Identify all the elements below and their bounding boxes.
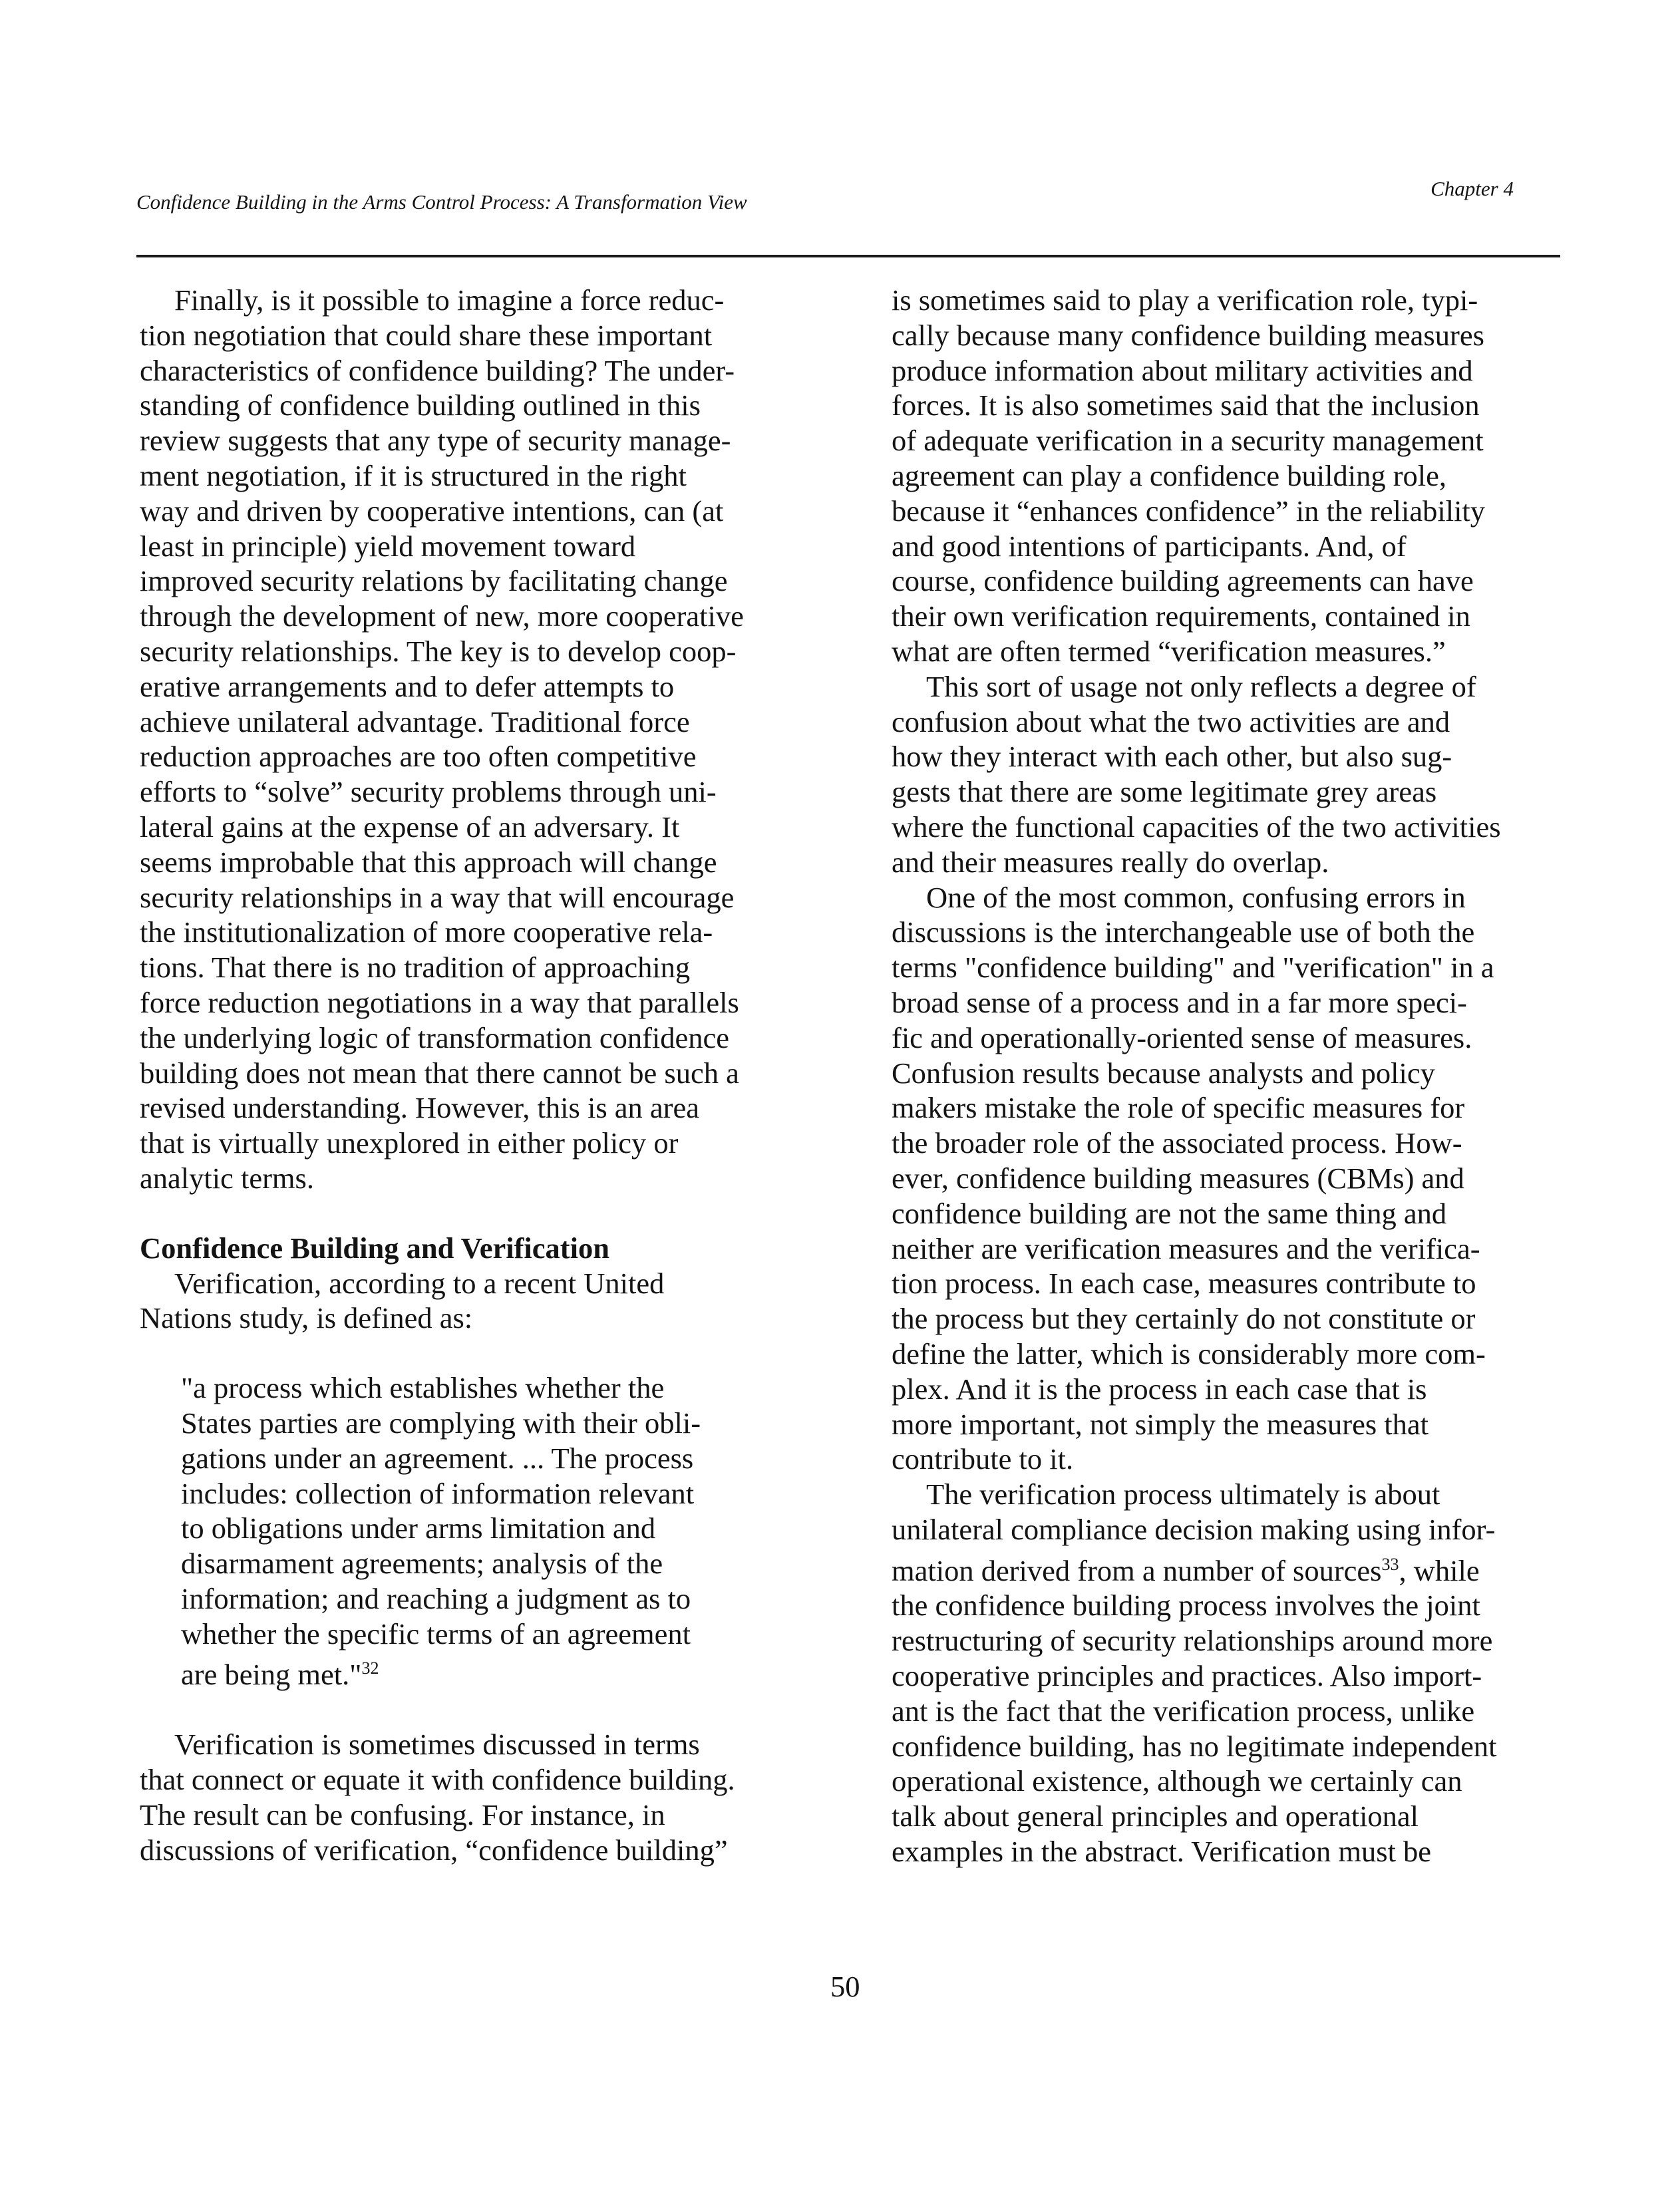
text-line: building does not mean that there cannot be such a <box>140 1056 739 1090</box>
text-fragment: mation derived from a number of sources <box>892 1553 1382 1587</box>
text-line: force reduction negotiations in a way that parallels <box>140 985 739 1019</box>
text-line: makers mistake the role of specific measures for <box>892 1091 1465 1125</box>
text-line: unilateral compliance decision making using infor- <box>892 1512 1496 1546</box>
text-line: discussions of verification, “confidence building” <box>140 1833 728 1867</box>
text-line: ant is the fact that the verification process, unlike <box>892 1694 1475 1728</box>
text-line: gests that there are some legitimate grey areas <box>892 775 1437 809</box>
text-line: analytic terms. <box>140 1161 314 1195</box>
text-line: the broader role of the associated process. How- <box>892 1126 1462 1160</box>
text-line: what are often termed “verification measures.” <box>892 634 1446 668</box>
text-line: Verification is sometimes discussed in terms <box>174 1728 700 1762</box>
text-line: One of the most common, confusing errors in <box>926 880 1466 914</box>
page-number: 50 <box>830 1970 860 2003</box>
text-line: restructuring of security relationships around more <box>892 1624 1493 1658</box>
text-line: through the development of new, more cooperative <box>140 599 744 633</box>
text-line: ment negotiation, if it is structured in the right <box>140 458 687 492</box>
text-line: produce information about military activities and <box>892 353 1473 387</box>
text-line: achieve unilateral advantage. Traditional force <box>140 704 690 738</box>
text-line: revised understanding. However, this is an area <box>140 1091 699 1125</box>
text-line: examples in the abstract. Verification must be <box>892 1834 1432 1868</box>
text-line: define the latter, which is considerably more com- <box>892 1336 1486 1370</box>
text-line: broad sense of a process and in a far more speci- <box>892 985 1467 1019</box>
text-line: ever, confidence building measures (CBMs) and <box>892 1161 1464 1195</box>
text-line: Nations study, is defined as: <box>140 1301 473 1335</box>
text-line: plex. And it is the process in each case that is <box>892 1372 1427 1406</box>
text-line: of adequate verification in a security management <box>892 424 1484 458</box>
text-line: reduction approaches are too often competitive <box>140 740 697 774</box>
text-line: is sometimes said to play a verification role, typi- <box>892 283 1478 317</box>
text-line: confidence building are not the same thing and <box>892 1196 1447 1230</box>
text-line: their own verification requirements, contained in <box>892 599 1470 633</box>
text-line: Verification, according to a recent United <box>174 1266 665 1300</box>
text-line: tion negotiation that could share these important <box>140 318 713 352</box>
text-line <box>892 1547 1564 1589</box>
text-line: that is virtually unexplored in either policy or <box>140 1126 679 1160</box>
text-line: the underlying logic of transformation confidence <box>140 1020 730 1054</box>
text-line: Finally, is it possible to imagine a force reduc- <box>174 283 725 317</box>
text-line: that connect or equate it with confidence building. <box>140 1762 735 1796</box>
text-line: talk about general principles and operational <box>892 1799 1419 1833</box>
text-line: way and driven by cooperative intentions, can (at <box>140 494 724 528</box>
quote-line: States parties are complying with their obli- <box>181 1406 701 1440</box>
text-line: characteristics of confidence building? The under- <box>140 353 735 387</box>
text-line: standing of confidence building outlined in this <box>140 389 701 422</box>
left-column <box>140 283 845 1867</box>
text-line: the institutionalization of more cooperative rela- <box>140 915 713 949</box>
right-column <box>892 283 1564 1869</box>
quote-line: "a process which establishes whether the <box>181 1371 665 1405</box>
quote-line: whether the specific terms of an agreement <box>181 1617 691 1650</box>
quote-line: to obligations under arms limitation and <box>181 1511 656 1545</box>
text-line: improved security relations by facilitating change <box>140 564 728 598</box>
text-line: neither are verification measures and the verifica- <box>892 1231 1480 1265</box>
text-line: discussions is the interchangeable use of both the <box>892 915 1475 949</box>
quote-last-text: are being met." <box>181 1658 362 1692</box>
text-line: because it “enhances confidence” in the reliability <box>892 494 1486 528</box>
text-line: The result can be confusing. For instance, in <box>140 1798 665 1831</box>
text-line: agreement can play a confidence building role, <box>892 458 1447 492</box>
text-line: confidence building, has no legitimate independent <box>892 1729 1497 1763</box>
text-line: seems improbable that this approach will change <box>140 845 717 879</box>
text-line: the process but they certainly do not constitute or <box>892 1302 1476 1336</box>
text-line: fic and operationally-oriented sense of measures. <box>892 1020 1472 1054</box>
text-line: efforts to “solve” security problems through uni- <box>140 775 717 809</box>
text-line: Confusion results because analysts and policy <box>892 1056 1435 1090</box>
chapter-label: Chapter 4 <box>1430 177 1514 200</box>
text-line: forces. It is also sometimes said that the inclusion <box>892 389 1480 422</box>
running-title: Confidence Building in the Arms Control Process: A Transformation View <box>136 190 747 214</box>
text-line: terms "confidence building" and "verification" in a <box>892 951 1494 985</box>
text-line: cally because many confidence building measures <box>892 318 1484 352</box>
block-quote <box>140 1370 845 1692</box>
text-line: course, confidence building agreements can have <box>892 564 1474 598</box>
text-line: erative arrangements and to defer attempts to <box>140 669 675 703</box>
footnote-32: 32 <box>361 1658 379 1678</box>
section-heading: Confidence Building and Verification <box>140 1231 609 1265</box>
text-line: review suggests that any type of security manage- <box>140 424 731 458</box>
quote-line <box>140 1651 845 1692</box>
quote-line: disarmament agreements; analysis of the <box>181 1547 663 1581</box>
text-line: tions. That there is no tradition of approaching <box>140 951 691 985</box>
text-line: security relationships. The key is to develop coop- <box>140 634 737 668</box>
footnote-33: 33 <box>1381 1554 1399 1574</box>
text-line: how they interact with each other, but also sug- <box>892 740 1452 774</box>
text-line: the confidence building process involves the joint <box>892 1589 1480 1623</box>
quote-line: includes: collection of information relevant <box>181 1476 695 1510</box>
text-line: lateral gains at the expense of an adversary. It <box>140 810 680 844</box>
text-line: and good intentions of participants. And, of <box>892 529 1407 563</box>
text-line: cooperative principles and practices. Also import- <box>892 1658 1482 1692</box>
text-line: least in principle) yield movement toward <box>140 529 636 563</box>
text-line: This sort of usage not only reflects a degree of <box>926 669 1476 703</box>
quote-line: gations under an agreement. ... The process <box>181 1441 694 1475</box>
text-line: contribute to it. <box>892 1442 1074 1476</box>
text-line: where the functional capacities of the two activities <box>892 810 1501 844</box>
header-rule <box>136 255 1560 257</box>
text-fragment: , while <box>1399 1553 1480 1587</box>
text-line: The verification process ultimately is about <box>926 1478 1440 1511</box>
text-line: confusion about what the two activities are and <box>892 704 1450 738</box>
quote-line: information; and reaching a judgment as to <box>181 1581 691 1615</box>
text-line: tion process. In each case, measures contribute to <box>892 1267 1476 1301</box>
text-line: operational existence, although we certainly can <box>892 1764 1462 1798</box>
text-line: security relationships in a way that will encourage <box>140 880 735 914</box>
text-line: and their measures really do overlap. <box>892 845 1329 879</box>
text-line: more important, not simply the measures that <box>892 1407 1429 1441</box>
